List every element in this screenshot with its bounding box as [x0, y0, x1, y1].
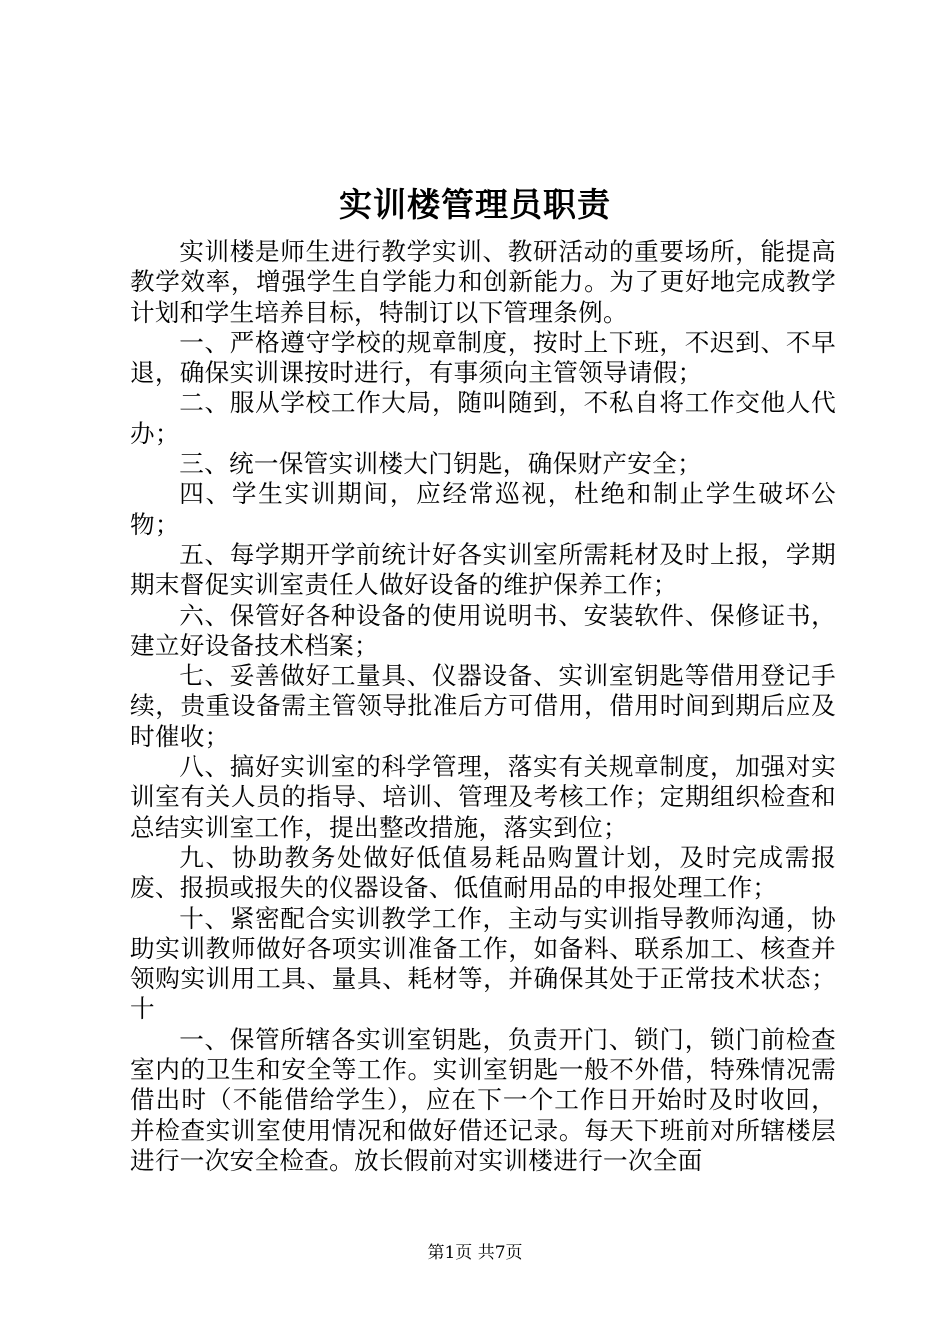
paragraph-item-5: 五、每学期开学前统计好各实训室所需耗材及时上报，学期期末督促实训室责任人做好设备的维护保养工作；	[130, 539, 836, 600]
document-title: 实训楼管理员职责	[339, 185, 611, 224]
paragraph-item-6: 六、保管好各种设备的使用说明书、安装软件、保修证书，建立好设备技术档案；	[130, 600, 836, 660]
paragraph-item-2: 二、服从学校工作大局，随叫随到，不私自将工作交他人代办；	[130, 388, 836, 448]
paragraph-item-4: 四、学生实训期间，应经常巡视，杜绝和制止学生破坏公物；	[130, 479, 836, 539]
paragraph-item-3: 三、统一保管实训楼大门钥匙，确保财产安全；	[179, 449, 702, 479]
page-footer: 第1页 共7页	[427, 1243, 523, 1263]
paragraph-item-11: 一、保管所辖各实训室钥匙，负责开门、锁门，锁门前检查室内的卫生和安全等工作。实训室钥匙一般不外借，特殊情况需借出时（不能借给学生），应在下一个工作日开始时及时收回，并检查实训室使用情况和做好借还记录。每天下班前对所辖楼层进行一次安全检查。放长假前对实训楼进行一次全面	[130, 1024, 836, 1175]
paragraph-intro: 实训楼是师生进行教学实训、教研活动的重要场所，能提高教学效率，增强学生自学能力和创新能力。为了更好地完成教学计划和学生培养目标，特制订以下管理条例。	[130, 237, 836, 327]
paragraph-item-1: 一、严格遵守学校的规章制度，按时上下班，不迟到、不早退，确保实训课按时进行，有事须向主管领导请假；	[130, 327, 836, 388]
paragraph-item-9: 九、协助教务处做好低值易耗品购置计划，及时完成需报废、报损或报失的仪器设备、低值耐用品的申报处理工作；	[130, 842, 836, 903]
paragraph-item-10: 十、紧密配合实训教学工作，主动与实训指导教师沟通，协助实训教师做好各项实训准备工作，如备料、联系加工、核查并领购实训用工具、量具、耗材等，并确保其处于正常技术状态；十	[130, 903, 836, 1024]
paragraph-item-8: 八、搞好实训室的科学管理，落实有关规章制度，加强对实训室有关人员的指导、培训、管理及考核工作；定期组织检查和总结实训室工作，提出整改措施，落实到位；	[130, 752, 836, 842]
paragraph-item-7: 七、妥善做好工量具、仪器设备、实训室钥匙等借用登记手续，贵重设备需主管领导批准后方可借用，借用时间到期后应及时催收；	[130, 661, 836, 751]
document-body	[130, 237, 836, 1176]
